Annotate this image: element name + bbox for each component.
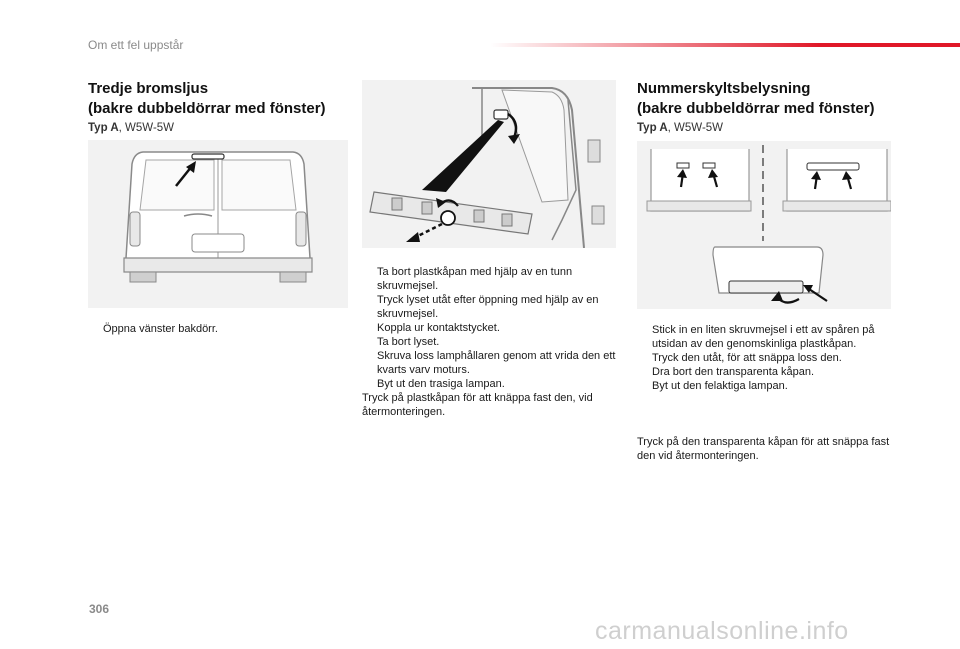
step-text: Byt ut den trasiga lampan. xyxy=(377,378,505,390)
step-item xyxy=(362,377,624,391)
step-item xyxy=(362,293,624,321)
type-value: , W5W-5W xyxy=(118,122,175,134)
step-text: Dra bort den transparenta kåpan. xyxy=(652,366,815,378)
step-item xyxy=(637,379,899,393)
step-item xyxy=(362,335,624,349)
reassembly-note: Tryck på den transparenta kåpan för att snäppa fast den vid återmonteringen. xyxy=(637,436,890,462)
reassembly-note: Tryck på plastkåpan för att knäppa fast den, vid återmonteringen. xyxy=(362,392,593,418)
step-item xyxy=(362,265,624,293)
plate-light-title-line2: (bakre dubbeldörrar med fönster) xyxy=(637,100,875,117)
step-text: Ta bort plastkåpan med hjälp av en tunn skruvmejsel. xyxy=(377,266,573,292)
van-rear-illustration xyxy=(88,140,348,308)
right-steps xyxy=(637,323,899,393)
step-text: Skruva loss lamphållaren genom att vrida den ett kvarts varv moturs. xyxy=(377,350,616,376)
type-value: , W5W-5W xyxy=(667,122,724,134)
plate-light-title xyxy=(637,79,875,119)
step-item xyxy=(362,349,624,377)
header-title: Om ett fel uppstår xyxy=(88,38,184,52)
brake-light-title xyxy=(88,79,326,119)
left-steps xyxy=(88,322,348,336)
step-item xyxy=(637,323,899,351)
brake-light-bulb-type xyxy=(88,122,174,134)
step-text: Tryck den utåt, för att snäppa loss den. xyxy=(652,352,842,364)
type-label: Typ A xyxy=(88,122,119,134)
plate-light-title-line1: Nummerskyltsbelysning xyxy=(637,80,811,97)
step-item xyxy=(637,351,899,365)
step-text: Tryck lyset utåt efter öppning med hjälp av en skruvmejsel. xyxy=(377,294,599,320)
step-text: Stick in en liten skruvmejsel i ett av spåren på utsidan av den genomskinliga plastkåpan. xyxy=(652,324,875,350)
step-text: Byt ut den felaktiga lampan. xyxy=(652,380,788,392)
plate-light-illustration xyxy=(637,141,891,309)
brake-light-title-line1: Tredje bromsljus xyxy=(88,80,209,97)
watermark: carmanualsonline.info xyxy=(595,617,849,645)
header-accent-line xyxy=(490,43,960,47)
step-item xyxy=(637,365,899,379)
step-text: Ta bort lyset. xyxy=(377,336,440,348)
middle-steps xyxy=(362,265,624,419)
step-item xyxy=(362,321,624,335)
brake-light-removal-illustration xyxy=(362,80,616,248)
step-text: Öppna vänster bakdörr. xyxy=(103,323,218,335)
page-number: 306 xyxy=(89,602,110,616)
step-text: Koppla ur kontaktstycket. xyxy=(377,322,500,334)
plate-light-bulb-type xyxy=(637,122,723,134)
brake-light-title-line2: (bakre dubbeldörrar med fönster) xyxy=(88,100,326,117)
step-item xyxy=(88,322,348,336)
type-label: Typ A xyxy=(637,122,668,134)
